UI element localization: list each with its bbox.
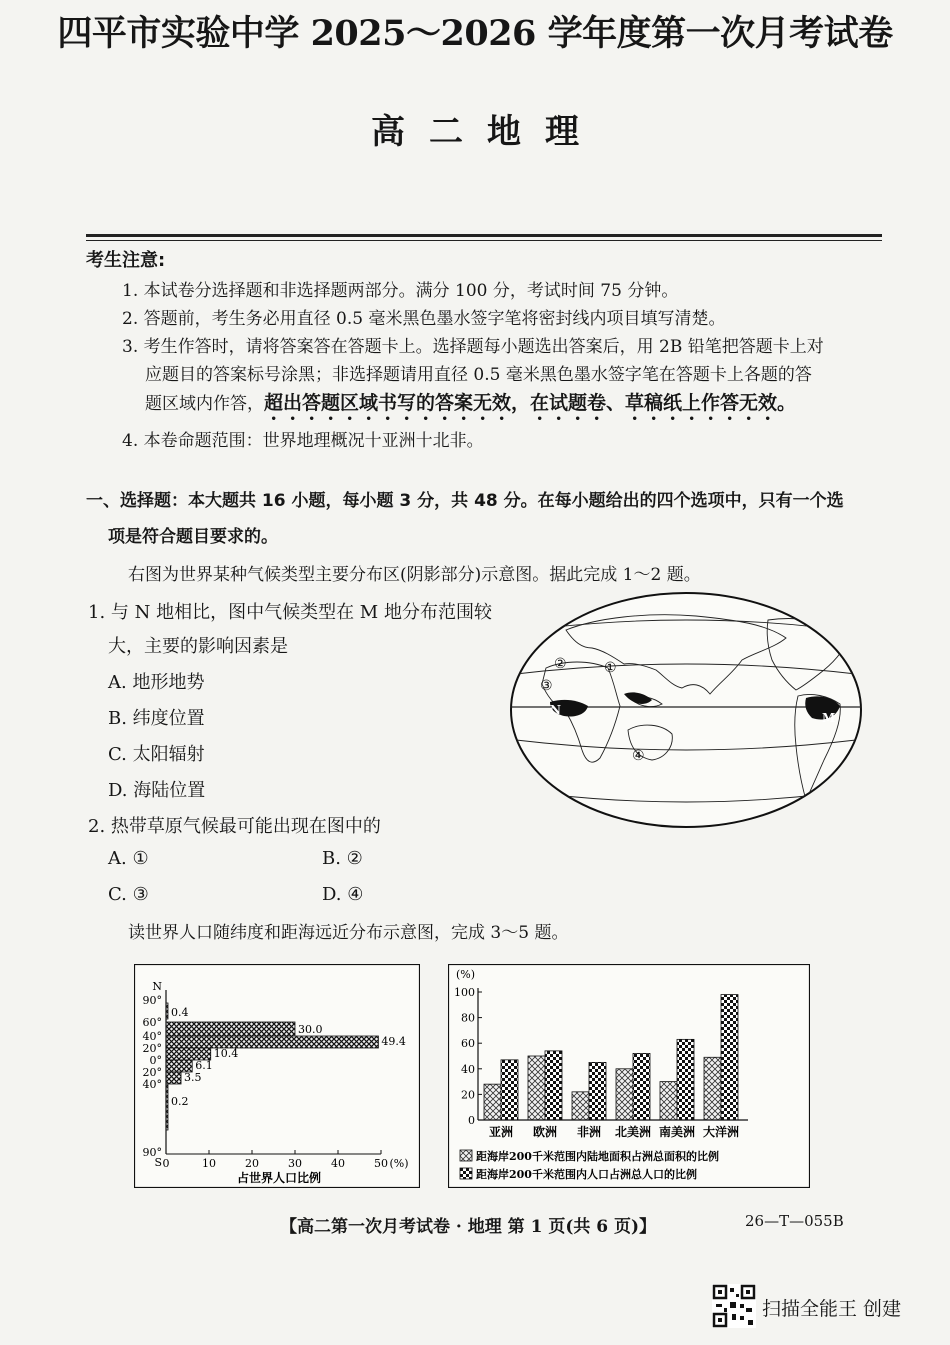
chart1-x-tick-1: 10 [202,1157,216,1170]
notice-item-3-emphasis: 超出答题区域书写的答案无效，在试题卷、草稿纸上作答无效。 [264,392,797,414]
chart1-value-label-6: 0.2 [171,1095,189,1108]
chart1-value-label-3: 10.4 [213,1047,239,1060]
chart1-bar-5 [166,1072,181,1084]
chart2-category-4: 南美洲 [658,1125,696,1139]
chart1-x-tick-3: 30 [288,1157,302,1170]
chart1-value-label-2: 49.4 [381,1035,406,1048]
chart1-x-unit: (%) [389,1157,409,1170]
chart1-y-tick-1: 90° [142,994,162,1007]
chart2-legend-swatch-1 [460,1168,472,1179]
q1-option-b: B. 纬度位置 [108,708,205,729]
header-rule-thin [86,240,882,241]
chart2-bar-0-1 [501,1060,518,1120]
scanner-watermark: 扫描全能王 创建 [762,1298,902,1320]
q2-option-c: C. ③ [108,884,149,905]
notice-item-3-line-3-normal: 题区域内作答， [145,394,264,414]
section-1-heading-line-1: 一、选择题：本大题共 16 小题，每小题 3 分，共 48 分。在每小题给出的四个选项中，只有一个选 [86,491,844,511]
chart1-y-tick-7: 40° [142,1078,162,1091]
map-label-2: ② [554,656,567,672]
chart2-category-5: 大洋洲 [702,1125,740,1139]
chart1-y-tick-8: 90° [142,1146,162,1159]
chart2-y-tick-2: 40 [461,1062,475,1076]
qr-code-icon [712,1284,756,1328]
notice-item-3-line-1: 3. 考生作答时，请将答案答在答题卡上。选择题每小题选出答案后，用 2B 铅笔把答题卡上对 [122,337,824,357]
chart1-y-tick-4: 20° [142,1042,162,1055]
chart1-y-tick-6: 20° [142,1066,162,1079]
q1-option-a: A. 地形地势 [108,672,205,693]
chart1-x-tick-4: 40 [331,1157,345,1170]
footer-code: 26—T—055B [745,1212,844,1230]
world-climate-map [506,590,866,830]
intro-questions-1-2: 右图为世界某种气候类型主要分布区(阴影部分)示意图。据此完成 1～2 题。 [128,565,701,585]
chart1-x-axis-label: 占世界人口比例 [236,1171,322,1185]
exam-title: 四平市实验中学 2025～2026 学年度第一次月考试卷 [57,13,893,54]
chart2-legend-label-0: 距海岸200千米范围内陆地面积占洲总面积的比例 [476,1150,719,1163]
section-1-heading-line-2: 项是符合题目要求的。 [108,527,278,547]
q2-option-d: D. ④ [322,884,364,905]
chart2-bar-0-0 [484,1084,501,1120]
q1-option-d: D. 海陆位置 [108,780,206,801]
chart2-bar-4-1 [677,1039,694,1120]
chart1-bar-2 [166,1036,378,1048]
q1-stem-line-2: 大，主要的影响因素是 [108,636,288,657]
chart2-category-1: 欧洲 [532,1125,558,1139]
q2-option-b: B. ② [322,848,363,869]
header-rule [86,234,882,237]
chart2-category-0: 亚洲 [488,1125,514,1139]
chart1-x-tick-2: 20 [245,1157,259,1170]
q2-option-a: A. ① [108,848,149,869]
chart2-bar-1-0 [528,1056,545,1120]
notice-item-1: 1. 本试卷分选择题和非选择题两部分。满分 100 分，考试时间 75 分钟。 [122,281,679,301]
notice-heading: 考生注意: [86,250,166,271]
chart2-y-tick-3: 60 [461,1037,475,1051]
chart2-y-tick-5: 100 [454,986,475,999]
q1-option-c: C. 太阳辐射 [108,744,205,765]
chart1-value-label-0: 0.4 [171,1006,189,1019]
subject-title: 高二地理 [371,112,603,152]
notice-item-2: 2. 答题前，考生务必用直径 0.5 毫米黑色墨水签字笔将密封线内项目填写清楚。 [122,309,726,329]
chart2-bar-5-0 [704,1057,721,1120]
chart2-category-2: 非洲 [576,1125,602,1139]
notice-item-4: 4. 本卷命题范围：世界地理概况十亚洲十北非。 [122,431,484,451]
chart2-bar-3-0 [616,1069,633,1120]
chart1-x-tick-0: 0 [162,1157,170,1170]
chart2-bar-5-1 [721,995,738,1120]
chart2-bar-4-0 [660,1082,677,1120]
intro-questions-3-5: 读世界人口随纬度和距海远近分布示意图，完成 3～5 题。 [128,923,569,943]
q2-stem: 2. 热带草原气候最可能出现在图中的 [88,816,381,837]
map-label-m: M [822,711,836,725]
chart1-x-tick-5: 50 [374,1157,388,1170]
chart2-category-3: 北美洲 [614,1125,652,1139]
chart2-legend-swatch-0 [460,1150,472,1161]
chart1-y-tick-9: S [154,1156,162,1169]
q1-stem-line-1: 1. 与 N 地相比，图中气候类型在 M 地分布范围较 [88,602,492,623]
chart2-bar-1-1 [545,1051,562,1120]
chart2-y-tick-0: 0 [468,1114,475,1127]
chart2-bar-2-0 [572,1092,589,1120]
map-label-n: N [550,703,561,717]
map-label-3: ③ [540,678,553,694]
coastal-population-chart [448,964,810,1188]
chart1-value-label-5: 3.5 [184,1071,202,1084]
chart1-value-label-1: 30.0 [298,1023,323,1036]
chart2-y-unit: (%) [456,968,476,981]
map-label-4: ④ [632,748,645,764]
chart2-y-tick-4: 80 [461,1011,475,1025]
chart1-y-tick-5: 0° [149,1054,162,1067]
notice-item-3-line-3 [145,388,796,425]
chart2-legend-label-1: 距海岸200千米范围内人口占洲总人口的比例 [476,1168,697,1181]
latitude-population-chart [134,964,420,1188]
chart1-y-tick-3: 40° [142,1030,162,1043]
chart2-y-tick-1: 20 [461,1088,475,1102]
footer-page-info: 【高二第一次月考试卷 · 地理 第 1 页(共 6 页)】 [280,1217,657,1237]
map-label-1: ① [604,660,617,676]
notice-item-3-line-2: 应题目的答案标号涂黑；非选择题请用直径 0.5 毫米黑色墨水签字笔在答题卡上各题的答 [145,365,812,385]
chart1-value-label-4: 6.1 [195,1059,213,1072]
chart2-bar-2-1 [589,1062,606,1120]
chart1-y-tick-0: N [152,980,162,993]
chart2-bar-3-1 [633,1053,650,1120]
chart1-y-tick-2: 60° [142,1016,162,1029]
chart1-bar-1 [166,1022,295,1036]
